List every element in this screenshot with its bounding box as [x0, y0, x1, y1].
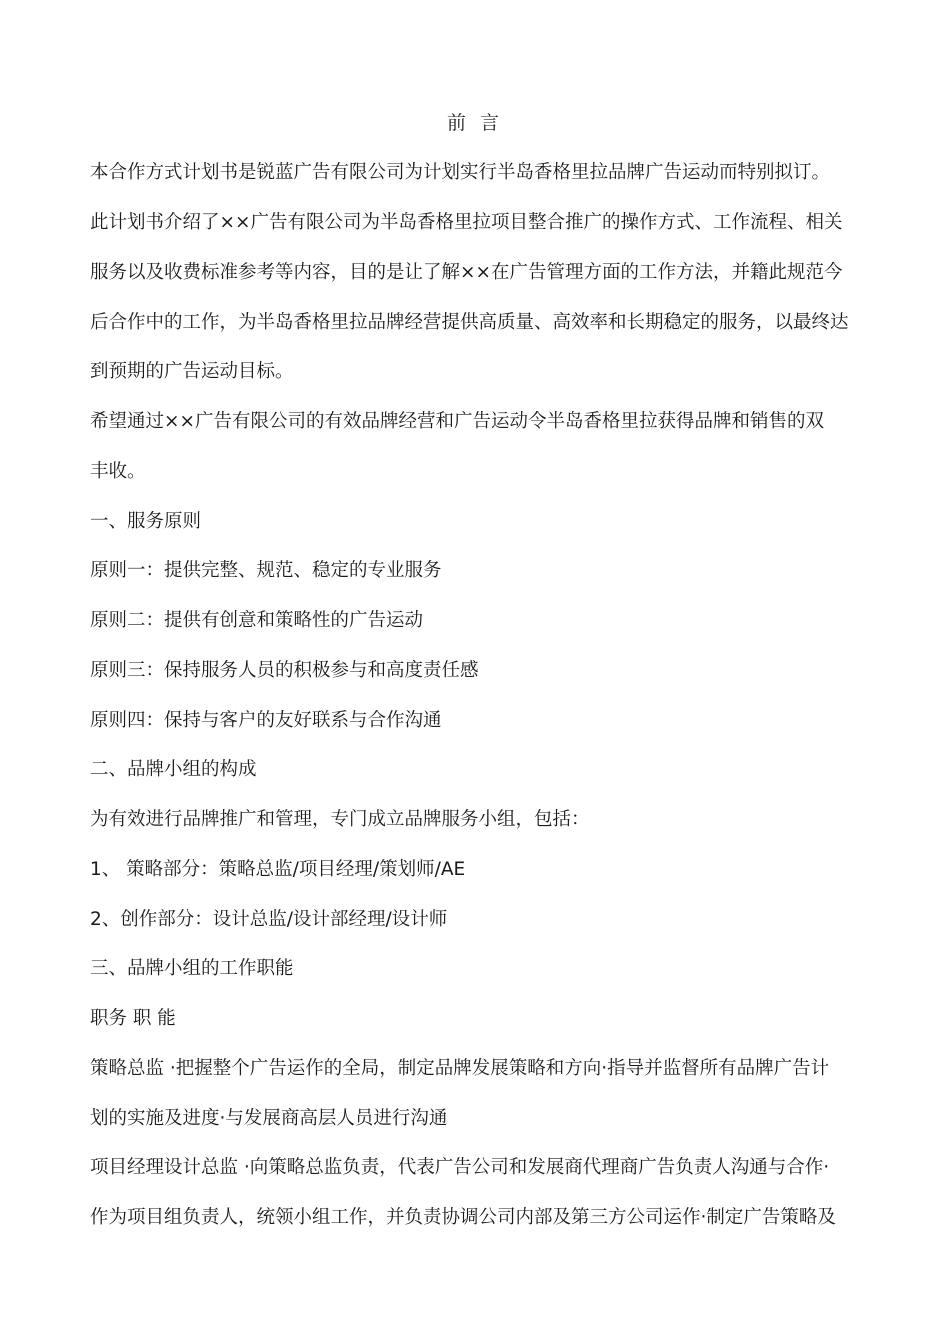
duty-line: 项目经理设计总监 ·向策略总监负责，代表广告公司和发展商代理商广告负责人沟通与合作· — [90, 1157, 830, 1178]
document-title: 前 言 — [446, 112, 504, 134]
paragraph-line: 希望通过××广告有限公司的有效品牌经营和广告运动令半岛香格里拉获得品牌和销售的双 — [90, 411, 825, 432]
paragraph-line: 后合作中的工作，为半岛香格里拉品牌经营提供高质量、高效率和长期稳定的服务，以最终达 — [90, 312, 849, 333]
paragraph-line: 到预期的广告运动目标。 — [90, 361, 294, 382]
paragraph-line: 服务以及收费标准参考等内容，目的是让了解××在广告管理方面的工作方法，并籍此规范今 — [90, 262, 843, 283]
principle-item: 原则一：提供完整、规范、稳定的专业服务 — [90, 560, 442, 581]
duty-line: 划的实施及进度·与发展商高层人员进行沟通 — [90, 1108, 448, 1129]
duty-line: 作为项目组负责人，统领小组工作，并负责协调公司内部及第三方公司运作·制定广告策略及 — [90, 1207, 836, 1228]
table-header: 职务 职 能 — [90, 1008, 176, 1029]
principle-item: 原则三：保持服务人员的积极参与和高度责任感 — [90, 660, 479, 681]
paragraph-line: 为有效进行品牌推广和管理，专门成立品牌服务小组，包括： — [90, 809, 590, 830]
section-heading: 一、服务原则 — [90, 511, 202, 532]
principle-item: 原则二：提供有创意和策略性的广告运动 — [90, 610, 424, 631]
duty-line: 策略总监 ·把握整个广告运作的全局，制定品牌发展策略和方向·指导并监督所有品牌广告计 — [90, 1058, 830, 1079]
paragraph-line: 丰收。 — [90, 461, 146, 482]
paragraph-line: 本合作方式计划书是锐蓝广告有限公司为计划实行半岛香格里拉品牌广告运动而特别拟订。 — [90, 162, 831, 183]
section-heading: 三、品牌小组的工作职能 — [90, 958, 294, 979]
team-item: 2、创作部分：设计总监/设计部经理/设计师 — [90, 909, 448, 930]
team-item: 1、 策略部分：策略总监/项目经理/策划师/AE — [90, 859, 466, 880]
principle-item: 原则四：保持与客户的友好联系与合作沟通 — [90, 710, 442, 731]
section-heading: 二、品牌小组的构成 — [90, 759, 257, 780]
paragraph-line: 此计划书介绍了××广告有限公司为半岛香格里拉项目整合推广的操作方式、工作流程、相关 — [90, 212, 843, 233]
